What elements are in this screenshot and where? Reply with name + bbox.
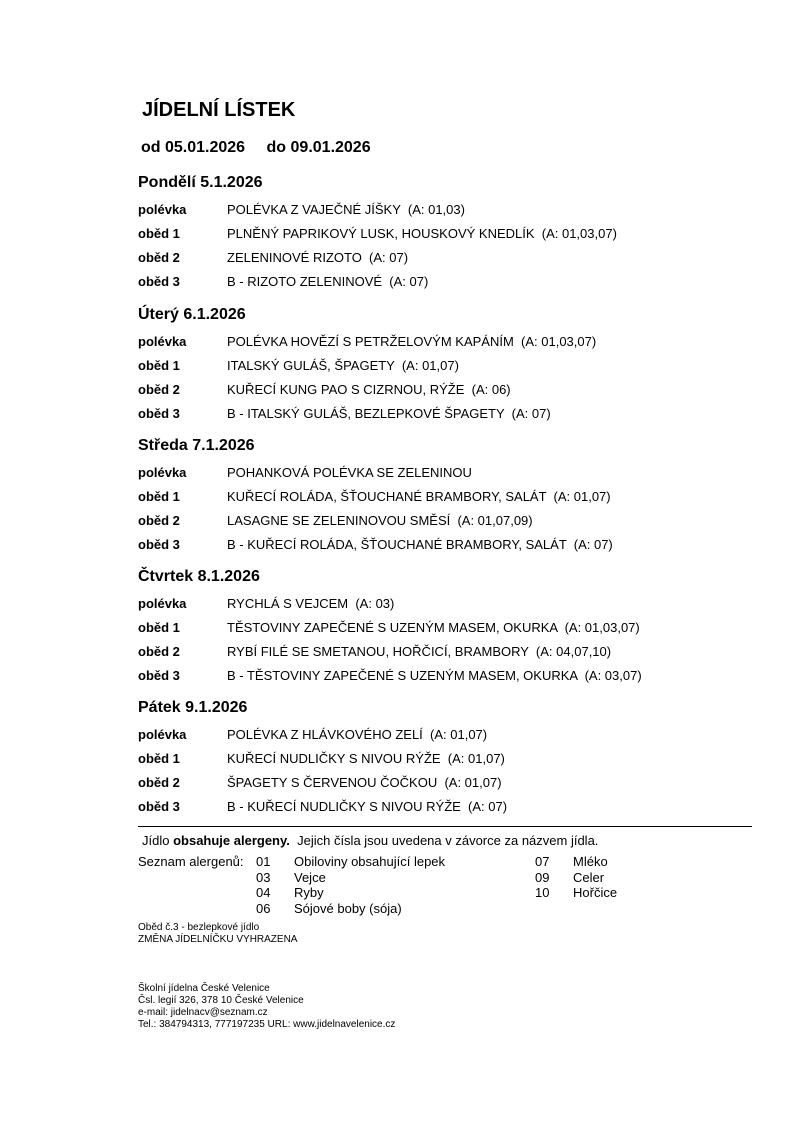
menu-item [138, 221, 617, 245]
menu-item-dish: LASAGNE SE ZELENINOVOU SMĚSÍ (A: 01,07,09) [227, 512, 533, 528]
day-section [138, 698, 507, 818]
menu-item [138, 615, 642, 639]
menu-item [138, 794, 507, 818]
menu-item-label: oběd 3 [138, 405, 180, 421]
menu-item-dish: POLÉVKA Z VAJEČNÉ JÍŠKY (A: 01,03) [227, 201, 465, 217]
day-heading: Středa 7.1.2026 [138, 437, 255, 454]
menu-item-label: polévka [138, 201, 187, 217]
menu-item-dish: B - ITALSKÝ GULÁŠ, BEZLEPKOVÉ ŠPAGETY (A: 07) [227, 405, 551, 421]
menu-item [138, 532, 613, 556]
allergen-column-1 [256, 854, 445, 916]
note-menu-change: ZMĚNA JÍDELNÍČKU VYHRAZENA [138, 934, 298, 945]
menu-item [138, 353, 596, 377]
allergen-code: 06 [256, 900, 271, 916]
allergen-name: Celer [573, 869, 605, 885]
day-heading: Úterý 6.1.2026 [138, 306, 246, 323]
menu-item-label: oběd 1 [138, 750, 180, 766]
menu-item-label: oběd 3 [138, 798, 180, 814]
allergen-name: Hořčice [573, 885, 618, 900]
allergen-code: 04 [256, 885, 271, 900]
menu-item-label: oběd 2 [138, 643, 180, 659]
page-title: JÍDELNÍ LÍSTEK [142, 99, 296, 121]
contact-email: e-mail: jidelnacv@seznam.cz [138, 1007, 268, 1018]
day-section [138, 173, 617, 293]
day-section [138, 567, 642, 687]
menu-item [138, 377, 596, 401]
allergen-note [142, 833, 598, 848]
allergen-column-2 [535, 854, 617, 901]
allergen-code: 01 [256, 854, 271, 869]
allergen-item [535, 870, 617, 886]
menu-item-label: polévka [138, 726, 187, 742]
menu-item-label: oběd 1 [138, 225, 180, 241]
day-heading: Pondělí 5.1.2026 [138, 174, 263, 191]
menu-item-label: polévka [138, 333, 187, 349]
menu-item-label: oběd 3 [138, 536, 180, 552]
menu-item-dish: ZELENINOVÉ RIZOTO (A: 07) [227, 249, 409, 265]
divider [138, 826, 752, 827]
allergen-code: 07 [535, 854, 550, 869]
menu-item [138, 770, 507, 794]
menu-item-dish: KUŘECÍ ROLÁDA, ŠŤOUCHANÉ BRAMBORY, SALÁT (A: 01,07) [227, 488, 611, 504]
menu-item-label: polévka [138, 595, 187, 611]
allergen-code: 03 [256, 869, 271, 885]
menu-item-label: oběd 1 [138, 619, 180, 635]
menu-item [138, 460, 613, 484]
allergen-name: Mléko [573, 854, 608, 869]
menu-item [138, 401, 596, 425]
allergen-code: 09 [535, 869, 550, 885]
menu-item [138, 484, 613, 508]
day-section [138, 436, 613, 556]
menu-item [138, 663, 642, 687]
menu-item-dish: RYCHLÁ S VEJCEM (A: 03) [227, 595, 395, 611]
menu-item-label: oběd 2 [138, 249, 180, 265]
menu-item-dish: POHANKOVÁ POLÉVKA SE ZELENINOU [227, 464, 472, 480]
allergen-code: 10 [535, 885, 550, 900]
menu-item-label: oběd 2 [138, 381, 180, 397]
allergen-name: Sójové boby (sója) [294, 900, 402, 916]
allergen-note-bold: obsahuje alergeny. [173, 833, 290, 848]
notes [138, 922, 297, 946]
note-gluten-free: Oběd č.3 - bezlepkové jídlo [138, 922, 260, 933]
allergen-note-prefix: Jídlo [142, 833, 174, 848]
date-to: do 09.01.2026 [266, 139, 371, 156]
allergen-item [256, 885, 445, 901]
allergen-item [256, 870, 445, 886]
menu-item-dish: B - TĚSTOVINY ZAPEČENÉ S UZENÝM MASEM, OKURKA (A: 03,07) [227, 667, 642, 683]
menu-item [138, 245, 617, 269]
allergen-name: Obiloviny obsahující lepek [294, 854, 446, 869]
day-heading: Čtvrtek 8.1.2026 [138, 568, 260, 585]
menu-item [138, 508, 613, 532]
allergen-name: Ryby [294, 885, 324, 900]
menu-item-dish: RYBÍ FILÉ SE SMETANOU, HOŘČICÍ, BRAMBORY (A: 04,07,10) [227, 643, 612, 659]
contact-name: Školní jídelna České Velenice [138, 983, 270, 994]
menu-item-dish: B - KUŘECÍ ROLÁDA, ŠŤOUCHANÉ BRAMBORY, SALÁT (A: 07) [227, 536, 613, 552]
allergen-item [535, 885, 617, 901]
menu-item-dish: POLÉVKA HOVĚZÍ S PETRŽELOVÝM KAPÁNÍM (A: 01,03,07) [227, 333, 597, 349]
menu-item-dish: B - RIZOTO ZELENINOVÉ (A: 07) [227, 273, 429, 289]
menu-item-label: oběd 2 [138, 774, 180, 790]
allergen-item [535, 854, 617, 870]
allergen-name: Vejce [294, 869, 326, 885]
menu-item-dish: TĚSTOVINY ZAPEČENÉ S UZENÝM MASEM, OKURKA (A: 01,03,07) [227, 619, 640, 635]
menu-item-dish: POLÉVKA Z HLÁVKOVÉHO ZELÍ (A: 01,07) [227, 726, 488, 742]
menu-item-label: oběd 1 [138, 357, 180, 373]
menu-item-dish: B - KUŘECÍ NUDLIČKY S NIVOU RÝŽE (A: 07) [227, 798, 508, 814]
menu-item [138, 722, 507, 746]
allergen-note-suffix: Jejich čísla jsou uvedena v závorce za názvem jídla. [289, 833, 599, 848]
menu-item [138, 639, 642, 663]
menu-item-dish: ITALSKÝ GULÁŠ, ŠPAGETY (A: 01,07) [227, 357, 459, 373]
menu-item-dish: ŠPAGETY S ČERVENOU ČOČKOU (A: 01,07) [227, 774, 502, 790]
date-range [141, 139, 371, 157]
allergen-item [256, 854, 445, 870]
menu-item-label: oběd 1 [138, 488, 180, 504]
day-section [138, 305, 596, 425]
contact-address: Čsl. legií 326, 378 10 České Velenice [138, 995, 304, 1006]
menu-item-dish: KUŘECÍ KUNG PAO S CIZRNOU, RÝŽE (A: 06) [227, 381, 511, 397]
menu-item-label: polévka [138, 464, 187, 480]
contact-block [138, 983, 395, 1031]
day-heading: Pátek 9.1.2026 [138, 699, 248, 716]
menu-item [138, 197, 617, 221]
date-from: od 05.01.2026 [141, 139, 246, 156]
menu-item-label: oběd 3 [138, 273, 180, 289]
menu-item-label: oběd 2 [138, 512, 180, 528]
menu-item-label: oběd 3 [138, 667, 180, 683]
menu-item [138, 591, 642, 615]
menu-item-dish: KUŘECÍ NUDLIČKY S NIVOU RÝŽE (A: 01,07) [227, 750, 505, 766]
menu-item [138, 329, 596, 353]
menu-item-dish: PLNĚNÝ PAPRIKOVÝ LUSK, HOUSKOVÝ KNEDLÍK (A: 01,03,07) [227, 225, 617, 241]
allergen-item [256, 901, 445, 917]
allergen-list-label: Seznam alergenů: [138, 854, 244, 869]
menu-item [138, 269, 617, 293]
contact-phone-url: Tel.: 384794313, 777197235 URL: www.jidelnavelenice.cz [138, 1019, 396, 1030]
menu-item [138, 746, 507, 770]
